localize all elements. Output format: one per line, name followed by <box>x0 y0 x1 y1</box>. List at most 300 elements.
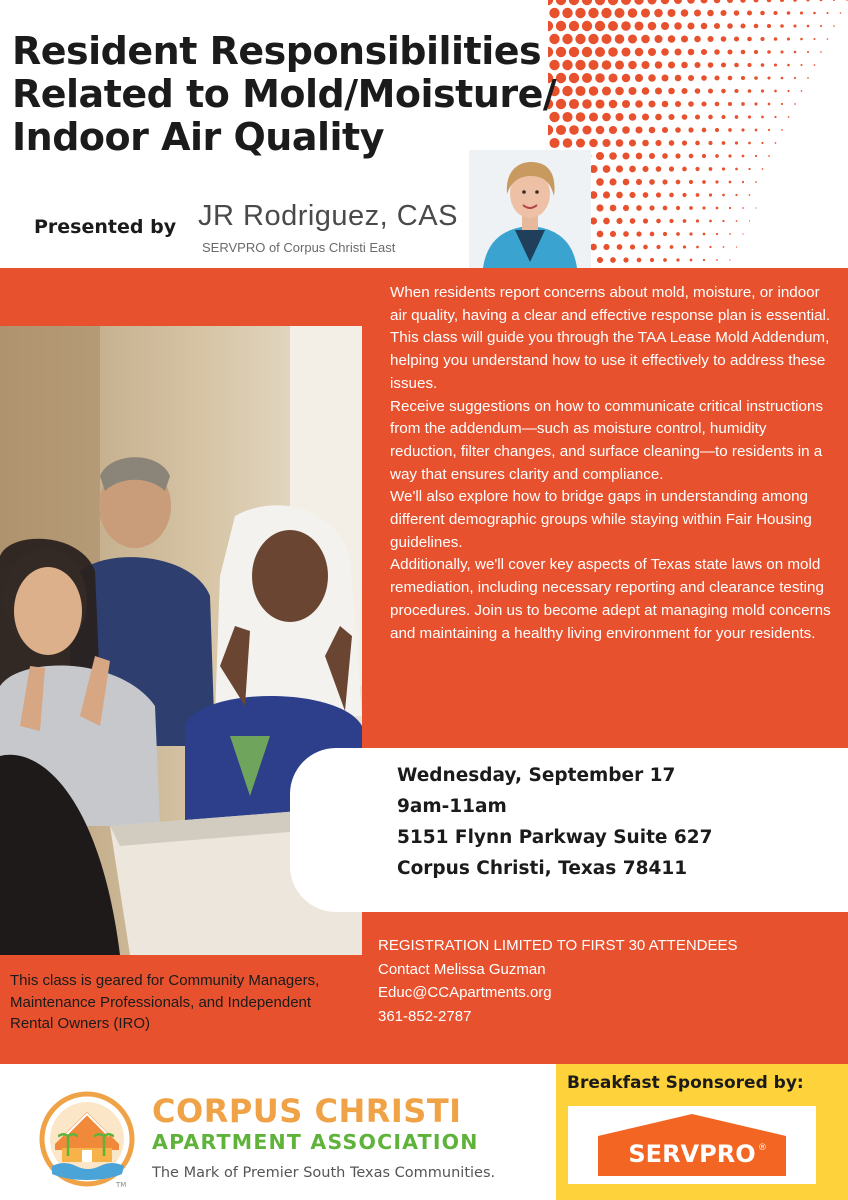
halftone-dot <box>800 11 803 14</box>
halftone-dot <box>662 127 668 133</box>
halftone-dot <box>727 49 732 54</box>
halftone-dot <box>695 88 701 94</box>
halftone-dot <box>787 11 791 15</box>
halftone-dot <box>669 166 674 171</box>
halftone-dot <box>683 245 686 248</box>
halftone-dot <box>603 244 609 250</box>
halftone-dot <box>826 12 828 14</box>
halftone-dot <box>621 0 631 5</box>
halftone-dot <box>675 127 681 133</box>
halftone-dot <box>755 181 757 183</box>
halftone-dot <box>662 179 667 184</box>
halftone-dot <box>695 167 699 171</box>
halftone-dot <box>675 153 680 158</box>
halftone-dot <box>694 62 700 68</box>
halftone-dot <box>676 206 680 210</box>
halftone-dot <box>833 0 835 1</box>
halftone-dot <box>702 206 705 209</box>
halftone-dot <box>688 127 693 132</box>
halftone-dot <box>676 180 681 185</box>
halftone-dot <box>623 231 629 237</box>
halftone-dot <box>588 8 598 18</box>
halftone-dot <box>582 0 592 5</box>
halftone-dot <box>548 0 553 5</box>
halftone-dot <box>549 8 559 18</box>
halftone-dot <box>597 257 603 263</box>
halftone-dot <box>675 75 682 82</box>
halftone-dot <box>800 64 802 66</box>
halftone-dot <box>760 11 765 16</box>
description-paragraph: Additionally, we'll cover key aspects of Texas state laws on mold remediation, including necessary reporting and clearance testing procedures. Join us to become adept at managing mold concerns and maintaining a healthy living environment for your residents. <box>390 556 831 642</box>
halftone-dot <box>741 50 746 55</box>
halftone-dot <box>688 75 694 81</box>
halftone-dot <box>655 61 663 69</box>
halftone-dot <box>742 181 744 183</box>
halftone-dot <box>597 231 604 238</box>
halftone-dot <box>682 167 687 172</box>
halftone-dot <box>687 22 694 29</box>
halftone-dot <box>694 9 701 16</box>
halftone-dot <box>728 128 732 132</box>
halftone-dot <box>655 140 661 146</box>
association-subtitle: APARTMENT ASSOCIATION <box>152 1130 479 1154</box>
halftone-dot <box>747 10 752 15</box>
halftone-dot <box>681 62 688 69</box>
halftone-dot <box>755 207 756 208</box>
halftone-dot <box>674 48 681 55</box>
halftone-dot <box>675 101 681 107</box>
halftone-dot <box>590 244 597 251</box>
halftone-dot <box>669 193 674 198</box>
halftone-dot <box>793 24 796 27</box>
halftone-dot <box>662 101 669 108</box>
halftone-dot <box>781 129 783 131</box>
halftone-dot <box>617 244 623 250</box>
halftone-dot <box>748 142 751 145</box>
halftone-dot <box>676 258 679 261</box>
halftone-dot <box>636 205 642 211</box>
halftone-dot <box>682 114 688 120</box>
halftone-dot <box>742 155 745 158</box>
halftone-dot <box>707 10 714 17</box>
presenter-organization: SERVPRO of Corpus Christi East <box>202 240 396 255</box>
halftone-dot <box>688 101 694 107</box>
halftone-dot <box>603 165 611 173</box>
halftone-dot <box>780 0 784 2</box>
halftone-dot <box>709 246 711 248</box>
halftone-dot <box>676 232 680 236</box>
halftone-dot <box>807 25 810 28</box>
halftone-dot <box>780 24 784 28</box>
halftone-dot <box>661 74 668 81</box>
halftone-dot <box>681 9 689 17</box>
halftone-dot <box>634 0 644 5</box>
halftone-dot <box>655 114 662 121</box>
halftone-dot <box>601 8 611 18</box>
halftone-dot <box>709 167 713 171</box>
halftone-dot <box>814 64 816 66</box>
halftone-dot <box>727 23 733 29</box>
halftone-dot <box>628 8 638 18</box>
halftone-dot <box>755 155 757 157</box>
halftone-dot <box>696 219 699 222</box>
presented-by-label: Presented by <box>34 216 177 238</box>
halftone-dot <box>642 166 648 172</box>
halftone-dot <box>689 232 692 235</box>
halftone-dot <box>715 128 719 132</box>
halftone-dot <box>728 154 731 157</box>
halftone-dot <box>668 61 675 68</box>
halftone-dot <box>721 89 726 94</box>
halftone-dot <box>722 167 725 170</box>
halftone-dot <box>833 25 835 27</box>
halftone-dot <box>742 233 743 234</box>
halftone-dot <box>687 0 695 4</box>
halftone-dot <box>662 153 668 159</box>
halftone-dot <box>787 64 790 67</box>
halftone-dot <box>794 51 797 54</box>
halftone-dot <box>748 115 751 118</box>
registration-contact: Contact Melissa Guzman <box>378 960 546 978</box>
halftone-dot <box>840 12 842 14</box>
registration-phone: 361-852-2787 <box>378 1007 472 1025</box>
halftone-dot <box>734 36 739 41</box>
halftone-dot <box>800 38 803 41</box>
halftone-dot <box>689 180 693 184</box>
association-name: CORPUS CHRISTI <box>152 1092 462 1130</box>
halftone-dot <box>740 0 746 3</box>
halftone-dot <box>682 193 686 197</box>
halftone-dot <box>696 246 699 249</box>
halftone-dot <box>774 63 777 66</box>
halftone-dot <box>767 50 771 54</box>
registered-mark: ® <box>758 1143 767 1153</box>
halftone-dot <box>754 24 759 29</box>
halftone-dot <box>609 178 616 185</box>
halftone-dot <box>761 142 763 144</box>
halftone-dot <box>729 207 731 209</box>
halftone-dot <box>722 194 725 197</box>
cca-logo <box>38 1090 136 1188</box>
halftone-dot <box>623 257 628 262</box>
halftone-dot <box>650 258 654 262</box>
halftone-dot <box>663 258 667 262</box>
halftone-dot <box>749 220 750 221</box>
halftone-dot <box>629 192 635 198</box>
halftone-dot <box>603 218 610 225</box>
halftone-dot <box>760 37 764 41</box>
halftone-dot <box>788 116 790 118</box>
halftone-dot <box>603 191 610 198</box>
servpro-wordmark: SERVPRO <box>628 1140 756 1168</box>
halftone-dot <box>610 231 616 237</box>
halftone-dot <box>748 168 750 170</box>
halftone-dot <box>623 205 629 211</box>
halftone-dot <box>807 51 809 53</box>
halftone-dot <box>650 232 655 237</box>
halftone-dot <box>741 102 745 106</box>
halftone-dot <box>747 63 751 67</box>
halftone-dot <box>721 36 727 42</box>
class-description <box>390 282 836 645</box>
halftone-dot <box>700 0 707 4</box>
halftone-dot <box>729 259 730 260</box>
halftone-dot <box>768 155 770 157</box>
halftone-dot <box>654 35 662 43</box>
event-time: 9am-11am <box>397 796 507 817</box>
halftone-dot <box>689 206 693 210</box>
halftone-dot <box>753 0 758 3</box>
servpro-logo <box>568 1106 816 1184</box>
halftone-dot <box>661 22 669 30</box>
halftone-dot <box>714 0 721 3</box>
trademark-mark: TM <box>116 1181 127 1188</box>
halftone-dot <box>755 129 758 132</box>
halftone-dot <box>781 77 784 80</box>
halftone-dot <box>716 259 718 261</box>
halftone-dot <box>754 76 758 80</box>
halftone-dot <box>794 103 796 105</box>
halftone-dot <box>754 50 758 54</box>
halftone-dot <box>608 0 618 5</box>
halftone-dot <box>562 8 572 18</box>
halftone-dot <box>762 168 764 170</box>
halftone-dot <box>654 9 663 18</box>
halftone-dot <box>690 259 693 262</box>
target-audience-note: This class is geared for Community Managers, Maintenance Professionals, and Independent Rental Owners (IRO) <box>10 972 320 1032</box>
halftone-dot <box>661 0 670 4</box>
halftone-dot <box>656 245 660 249</box>
halftone-dot <box>595 0 605 5</box>
description-paragraph: We'll also explore how to bridge gaps in understanding among different demographic groups while staying within Fair Housing guidelines. <box>390 488 812 551</box>
halftone-dot <box>696 193 700 197</box>
halftone-dot <box>747 37 752 42</box>
halftone-dot <box>768 103 771 106</box>
association-tagline: The Mark of Premier South Texas Communities. <box>152 1165 496 1181</box>
description-paragraph: Receive suggestions on how to communicate critical instructions from the addendum—such as moisture control, humidity reduction, filter changes, and surface cleaning—to residents in a way that ensures clarity and compliance. <box>390 397 824 483</box>
halftone-dot <box>736 246 737 247</box>
registration-email: Educ@CCApartments.org <box>378 984 552 1001</box>
halftone-dot <box>556 0 566 5</box>
halftone-dot <box>716 233 718 235</box>
halftone-dot <box>722 220 724 222</box>
halftone-dot <box>736 220 738 222</box>
halftone-dot <box>794 77 796 79</box>
halftone-dot <box>801 90 803 92</box>
halftone-dot <box>813 38 815 40</box>
halftone-dot <box>741 76 745 80</box>
halftone-dot <box>723 246 725 248</box>
halftone-dot <box>616 218 622 224</box>
halftone-dot <box>702 128 707 133</box>
halftone-dot <box>701 23 708 30</box>
halftone-dot <box>674 0 682 4</box>
halftone-dot <box>643 218 648 223</box>
halftone-dot <box>734 63 739 68</box>
halftone-dot <box>641 8 650 17</box>
halftone-dot <box>709 193 712 196</box>
halftone-dot <box>774 37 778 41</box>
halftone-dot <box>703 259 705 261</box>
halftone-dot <box>827 38 829 40</box>
halftone-dot <box>754 102 757 105</box>
halftone-dot <box>667 9 675 17</box>
halftone-dot <box>742 207 744 209</box>
halftone-dot <box>708 88 713 93</box>
halftone-dot <box>787 90 789 92</box>
halftone-dot <box>694 36 701 43</box>
halftone-dot <box>569 0 579 5</box>
halftone-dot <box>740 23 745 28</box>
halftone-dot <box>721 115 725 119</box>
halftone-dot <box>767 24 771 28</box>
halftone-dot <box>630 218 636 224</box>
event-address-line-1: 5151 Flynn Parkway Suite 627 <box>397 827 713 848</box>
halftone-dot <box>720 10 726 16</box>
halftone-dot <box>773 11 777 15</box>
title-line-3: Indoor Air Quality <box>12 115 384 159</box>
halftone-dot <box>682 140 687 145</box>
halftone-dot <box>806 0 809 2</box>
halftone-dot <box>761 116 764 119</box>
halftone-dot <box>715 154 719 158</box>
halftone-dot <box>715 102 720 107</box>
halftone-dot <box>735 115 739 119</box>
presenter-name: JR Rodriguez, CAS <box>198 200 458 232</box>
halftone-dot <box>702 154 706 158</box>
sponsor-label: Breakfast Sponsored by: <box>567 1073 804 1093</box>
halftone-dot <box>708 115 713 120</box>
halftone-dot <box>715 180 718 183</box>
halftone-dot <box>728 102 732 106</box>
halftone-dot <box>668 88 675 95</box>
halftone-dot <box>820 0 823 1</box>
halftone-dot <box>649 205 654 210</box>
halftone-dot <box>780 50 783 53</box>
halftone-dot <box>596 178 604 186</box>
halftone-dot <box>703 233 706 236</box>
halftone-dot <box>616 165 623 172</box>
halftone-dot <box>688 49 695 56</box>
halftone-dot <box>748 89 752 93</box>
presenter-headshot <box>469 150 591 268</box>
halftone-dot <box>735 168 738 171</box>
halftone-dot <box>663 206 668 211</box>
halftone-dot <box>807 77 809 79</box>
description-paragraph: When residents report concerns about mold, moisture, or indoor air quality, having a clear and effective response plan is essential. This class will guide you through the TAA Lease Mold Addendum, helping you understand how to use it effectively to address these issues. <box>390 284 831 392</box>
halftone-dot <box>820 51 822 53</box>
halftone-dot <box>775 142 777 144</box>
halftone-dot <box>670 245 674 249</box>
halftone-dot <box>674 22 682 30</box>
halftone-dot <box>701 75 707 81</box>
halftone-dot <box>669 140 675 146</box>
halftone-dot <box>714 49 720 55</box>
halftone-dot <box>689 154 694 159</box>
halftone-dot <box>787 37 790 40</box>
halftone-dot <box>820 25 822 27</box>
halftone-dot <box>637 258 642 263</box>
halftone-dot <box>716 207 719 210</box>
halftone-dot <box>647 0 656 5</box>
halftone-dot <box>708 62 714 68</box>
halftone-dot <box>761 63 765 67</box>
halftone-dot <box>735 141 738 144</box>
halftone-dot <box>616 192 623 199</box>
halftone-dot <box>643 245 648 250</box>
halftone-dot <box>701 101 706 106</box>
halftone-dot <box>681 88 687 94</box>
halftone-dot <box>727 0 733 3</box>
halftone-dot <box>630 244 635 249</box>
halftone-dot <box>774 90 777 93</box>
halftone-dot <box>714 75 719 80</box>
halftone-dot <box>636 231 641 236</box>
halftone-dot <box>781 103 783 105</box>
halftone-dot <box>793 0 797 2</box>
halftone-dot <box>722 141 726 145</box>
halftone-dot <box>610 257 616 263</box>
halftone-dot <box>695 141 700 146</box>
halftone-dot <box>728 76 733 81</box>
halftone-dot <box>663 232 667 236</box>
title-line-1: Resident Responsibilities <box>12 29 542 73</box>
halftone-dot <box>767 76 770 79</box>
halftone-dot <box>707 36 713 42</box>
halftone-dot <box>649 179 655 185</box>
halftone-dot <box>668 35 676 43</box>
halftone-dot <box>636 179 642 185</box>
halftone-dot <box>614 8 624 18</box>
halftone-dot <box>701 49 707 55</box>
halftone-dot <box>708 141 712 145</box>
title-line-2: Related to Mold/Moisture/ <box>12 72 557 116</box>
event-date: Wednesday, September 17 <box>397 765 676 786</box>
page-title <box>12 30 652 159</box>
halftone-dot <box>656 219 661 224</box>
event-address-line-2: Corpus Christi, Texas 78411 <box>397 858 688 879</box>
halftone-dot <box>813 12 816 15</box>
halftone-dot <box>761 89 764 92</box>
halftone-dot <box>610 205 617 212</box>
halftone-dot <box>729 181 732 184</box>
halftone-dot <box>767 0 772 2</box>
halftone-dot <box>721 62 726 67</box>
halftone-dot <box>596 204 603 211</box>
halftone-dot <box>643 192 649 198</box>
halftone-dot <box>734 89 738 93</box>
halftone-dot <box>656 166 662 172</box>
halftone-dot <box>734 10 740 16</box>
halftone-dot <box>656 192 661 197</box>
halftone-dot <box>668 114 674 120</box>
halftone-dot <box>629 166 636 173</box>
halftone-dot <box>749 194 751 196</box>
halftone-dot <box>683 219 687 223</box>
halftone-dot <box>623 179 630 186</box>
registration-info <box>378 934 738 1028</box>
halftone-dot <box>735 194 737 196</box>
halftone-dot <box>709 220 712 223</box>
halftone-dot <box>729 233 731 235</box>
halftone-dot <box>714 23 720 29</box>
halftone-dot <box>768 129 770 131</box>
halftone-dot <box>669 219 673 223</box>
halftone-dot <box>648 22 657 31</box>
halftone-dot <box>681 35 688 42</box>
halftone-dot <box>695 114 700 119</box>
registration-limit: REGISTRATION LIMITED TO FIRST 30 ATTENDEES <box>378 937 738 954</box>
